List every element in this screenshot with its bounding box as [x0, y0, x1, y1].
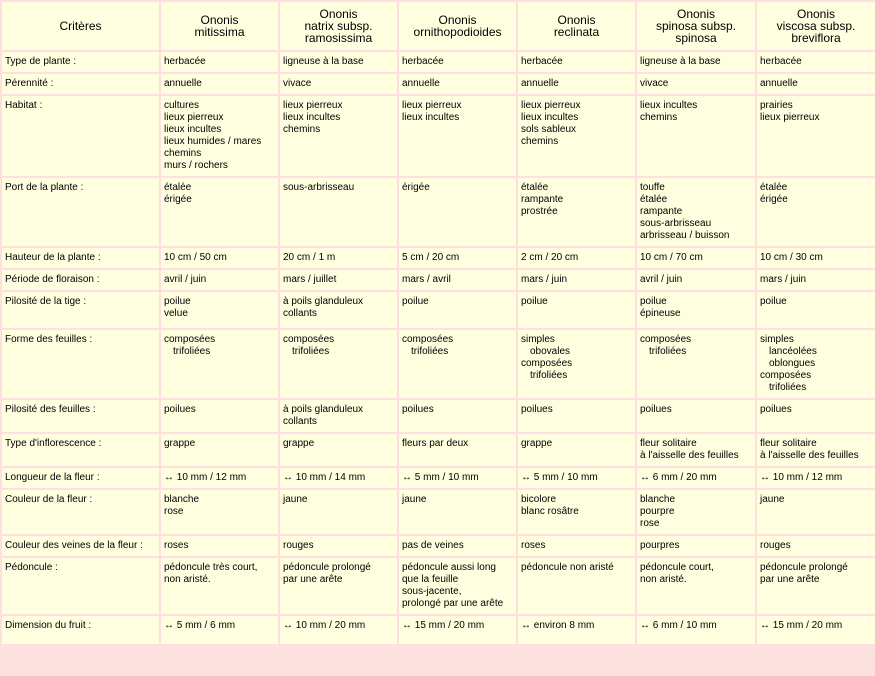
table-cell: [757, 292, 875, 328]
criterion-label: Habitat :: [2, 96, 159, 176]
cell-line: à l'aisselle des feuilles: [760, 450, 859, 461]
table-cell: [399, 178, 516, 246]
cell-line: chemins: [283, 124, 321, 135]
cell-line: ↔ 10 mm / 14 mm: [283, 472, 366, 483]
table-cell: [757, 330, 875, 398]
cell-line: trifoliées: [530, 370, 568, 381]
cell-line: jaune: [402, 494, 427, 505]
species-name-line: viscosa subsp.: [776, 19, 856, 33]
table-cell: [637, 178, 755, 246]
cell-line: obovales: [530, 346, 571, 357]
criterion-label: Hauteur de la plante :: [2, 248, 159, 268]
table-cell: [637, 558, 755, 614]
cell-line: annuelle: [760, 78, 798, 89]
cell-line: lieux incultes: [402, 112, 460, 123]
criterion-label: Couleur des veines de la fleur :: [2, 536, 159, 556]
table-cell: [399, 468, 516, 488]
cell-line: fleur solitaire: [640, 438, 697, 449]
cell-line: poilues: [164, 404, 196, 415]
table-cell: [161, 490, 278, 534]
cell-line: à poils glanduleux: [283, 404, 364, 415]
species-name-line: breviflora: [791, 31, 841, 45]
table-cell: [518, 558, 635, 614]
species-name-line: ramosissima: [304, 31, 373, 45]
cell-line: poilue: [760, 296, 787, 307]
cell-line: simples: [521, 334, 555, 345]
species-name-line: Ononis: [557, 13, 596, 27]
table-cell: [518, 400, 635, 432]
table-cell: [637, 74, 755, 94]
table-cell: [280, 400, 397, 432]
cell-line: jaune: [283, 494, 308, 505]
cell-line: que la feuille: [402, 574, 459, 585]
table-cell: [637, 270, 755, 290]
cell-line: pédoncule court,: [640, 562, 714, 573]
table-cell: [280, 330, 397, 398]
cell-line: ligneuse à la base: [283, 56, 364, 67]
table-cell: [518, 616, 635, 644]
table-row: [2, 434, 875, 466]
table-cell: [161, 74, 278, 94]
criterion-label: Port de la plante :: [2, 178, 159, 246]
table-cell: [637, 330, 755, 398]
cell-line: collants: [283, 416, 317, 427]
table-cell: [280, 74, 397, 94]
cell-line: roses: [164, 540, 189, 551]
cell-line: mars / juillet: [283, 274, 337, 285]
cell-line: collants: [283, 308, 317, 319]
criterion-label: Type de plante :: [2, 52, 159, 72]
table-row: [2, 270, 875, 290]
table-cell: [399, 400, 516, 432]
table-cell: [399, 52, 516, 72]
cell-line: lieux incultes: [164, 124, 222, 135]
table-row: [2, 248, 875, 268]
table-cell: [161, 248, 278, 268]
cell-line: herbacée: [402, 56, 444, 67]
cell-line: pourpres: [640, 540, 680, 551]
cell-line: trifoliées: [292, 346, 330, 357]
species-name-line: Ononis: [319, 7, 358, 21]
cell-line: blanche: [640, 494, 676, 505]
criterion-label: Longueur de la fleur :: [2, 468, 159, 488]
criterion-label: Type d'inflorescence :: [2, 434, 159, 466]
cell-line: herbacée: [760, 56, 802, 67]
table-row: [2, 178, 875, 246]
species-name-line: Ononis: [200, 13, 239, 27]
table-cell: [161, 400, 278, 432]
table-row: [2, 96, 875, 176]
cell-line: composées: [760, 370, 812, 381]
cell-line: poilue: [164, 296, 191, 307]
table-cell: [280, 490, 397, 534]
cell-line: lieux pierreux: [402, 100, 462, 111]
table-cell: [399, 270, 516, 290]
cell-line: ↔ 15 mm / 20 mm: [760, 620, 843, 631]
cell-line: poilue: [640, 296, 667, 307]
cell-line: fleurs par deux: [402, 438, 469, 449]
table-row: [2, 558, 875, 614]
cell-line: lieux pierreux: [283, 100, 343, 111]
cell-line: simples: [760, 334, 794, 345]
cell-line: étalée: [164, 182, 192, 193]
table-row: [2, 616, 875, 644]
species-header: [280, 2, 397, 50]
table-cell: [637, 52, 755, 72]
table-cell: [518, 468, 635, 488]
cell-line: 10 cm / 30 cm: [760, 252, 823, 263]
table-cell: [757, 616, 875, 644]
table-row: [2, 74, 875, 94]
cell-line: herbacée: [521, 56, 563, 67]
cell-line: lieux incultes: [640, 100, 698, 111]
table-cell: [280, 558, 397, 614]
cell-line: grappe: [164, 438, 196, 449]
species-name-line: reclinata: [553, 25, 600, 39]
cell-line: prostrée: [521, 206, 558, 217]
cell-line: érigée: [760, 194, 788, 205]
cell-line: rampante: [640, 206, 683, 217]
table-row: [2, 468, 875, 488]
cell-line: sols sableux: [521, 124, 577, 135]
cell-line: ↔ 6 mm / 10 mm: [640, 620, 717, 631]
criterion-label: Couleur de la fleur :: [2, 490, 159, 534]
table-cell: [399, 292, 516, 328]
table-cell: [280, 52, 397, 72]
table-cell: [280, 270, 397, 290]
table-cell: [518, 536, 635, 556]
cell-line: mars / juin: [521, 274, 568, 285]
table-cell: [161, 434, 278, 466]
table-cell: [637, 616, 755, 644]
table-cell: [280, 96, 397, 176]
cell-line: poilue: [402, 296, 429, 307]
cell-line: roses: [521, 540, 546, 551]
cell-line: trifoliées: [649, 346, 687, 357]
cell-line: ligneuse à la base: [640, 56, 721, 67]
cell-line: avril / juin: [164, 274, 207, 285]
cell-line: mars / avril: [402, 274, 451, 285]
species-header: [399, 2, 516, 50]
table-cell: [757, 468, 875, 488]
cell-line: touffe: [640, 182, 665, 193]
cell-line: trifoliées: [769, 382, 807, 393]
table-cell: [637, 434, 755, 466]
cell-line: poilue: [521, 296, 548, 307]
cell-line: rouges: [283, 540, 314, 551]
cell-line: à l'aisselle des feuilles: [640, 450, 739, 461]
cell-line: étalée: [760, 182, 788, 193]
species-name-line: spinosa subsp.: [655, 19, 737, 33]
table-cell: [399, 536, 516, 556]
cell-line: ↔ 5 mm / 10 mm: [402, 472, 479, 483]
table-row: [2, 52, 875, 72]
table-cell: [399, 558, 516, 614]
species-name-line: ornithopodioides: [413, 25, 502, 39]
cell-line: blanc rosâtre: [521, 506, 579, 517]
table-cell: [757, 96, 875, 176]
table-cell: [637, 536, 755, 556]
cell-line: vivace: [283, 78, 312, 89]
cell-line: chemins: [521, 136, 559, 147]
table-cell: [757, 536, 875, 556]
table-cell: [637, 400, 755, 432]
table-cell: [280, 468, 397, 488]
cell-line: 10 cm / 70 cm: [640, 252, 703, 263]
cell-line: grappe: [521, 438, 553, 449]
cell-line: ↔ 5 mm / 10 mm: [521, 472, 598, 483]
table-cell: [280, 616, 397, 644]
cell-line: lieux humides / mares: [164, 136, 262, 147]
cell-line: poilues: [402, 404, 434, 415]
cell-line: ↔ environ 8 mm: [521, 620, 595, 631]
table-cell: [161, 96, 278, 176]
table-cell: [280, 178, 397, 246]
criterion-label: Pérennité :: [2, 74, 159, 94]
table-cell: [399, 490, 516, 534]
cell-line: blanche: [164, 494, 200, 505]
cell-line: par une arête: [760, 574, 820, 585]
cell-line: rose: [640, 518, 660, 529]
table-cell: [161, 270, 278, 290]
table-cell: [637, 468, 755, 488]
table-cell: [518, 178, 635, 246]
cell-line: poilues: [640, 404, 672, 415]
cell-line: trifoliées: [173, 346, 211, 357]
cell-line: chemins: [640, 112, 678, 123]
species-name-line: Ononis: [676, 7, 716, 21]
cell-line: cultures: [164, 100, 200, 111]
cell-line: ↔ 15 mm / 20 mm: [402, 620, 485, 631]
cell-line: pédoncule prolongé: [760, 562, 848, 573]
table-cell: [280, 248, 397, 268]
cell-line: ↔ 5 mm / 6 mm: [164, 620, 236, 631]
table-cell: [637, 490, 755, 534]
table-cell: [518, 248, 635, 268]
cell-line: annuelle: [521, 78, 559, 89]
table-cell: [399, 330, 516, 398]
table-cell: [161, 616, 278, 644]
table-cell: [399, 74, 516, 94]
table-row: [2, 536, 875, 556]
table-cell: [757, 558, 875, 614]
cell-line: lieux pierreux: [760, 112, 820, 123]
table-cell: [757, 178, 875, 246]
criterion-label: Pilosité des feuilles :: [2, 400, 159, 432]
table-cell: [757, 74, 875, 94]
table-cell: [637, 248, 755, 268]
cell-line: pourpre: [640, 506, 675, 517]
cell-line: étalée: [640, 194, 668, 205]
cell-line: non aristé.: [640, 574, 687, 585]
criterion-label: Pilosité de la tige :: [2, 292, 159, 328]
table-cell: [637, 292, 755, 328]
cell-line: poilues: [760, 404, 792, 415]
cell-line: 20 cm / 1 m: [283, 252, 336, 263]
cell-line: lieux incultes: [283, 112, 341, 123]
table-row: [2, 490, 875, 534]
cell-line: pédoncule non aristé: [521, 562, 614, 573]
cell-line: poilues: [521, 404, 553, 415]
table-cell: [161, 330, 278, 398]
cell-line: prairies: [760, 100, 793, 111]
cell-line: annuelle: [164, 78, 202, 89]
criteria-header: Critères: [2, 2, 159, 50]
species-header: [518, 2, 635, 50]
cell-line: ↔ 10 mm / 12 mm: [164, 472, 247, 483]
cell-line: ↔ 10 mm / 12 mm: [760, 472, 843, 483]
table-cell: [518, 74, 635, 94]
cell-line: composées: [402, 334, 454, 345]
cell-line: pédoncule très court,: [164, 562, 258, 573]
cell-line: trifoliées: [411, 346, 449, 357]
criterion-label: Pédoncule :: [2, 558, 159, 614]
cell-line: grappe: [283, 438, 315, 449]
cell-line: à poils glanduleux: [283, 296, 364, 307]
criterion-label: Dimension du fruit :: [2, 616, 159, 644]
cell-line: rampante: [521, 194, 564, 205]
cell-line: lieux pierreux: [164, 112, 224, 123]
cell-line: érigée: [164, 194, 192, 205]
table-cell: [280, 536, 397, 556]
cell-line: par une arête: [283, 574, 343, 585]
table-cell: [518, 490, 635, 534]
cell-line: lieux incultes: [521, 112, 579, 123]
table-cell: [399, 248, 516, 268]
cell-line: étalée: [521, 182, 549, 193]
cell-line: érigée: [402, 182, 430, 193]
table-cell: [518, 270, 635, 290]
table-cell: [518, 434, 635, 466]
table-cell: [280, 434, 397, 466]
table-cell: [518, 96, 635, 176]
table-row: [2, 292, 875, 328]
table-row: [2, 330, 875, 398]
cell-line: fleur solitaire: [760, 438, 817, 449]
cell-line: bicolore: [521, 494, 557, 505]
cell-line: jaune: [760, 494, 785, 505]
cell-line: 2 cm / 20 cm: [521, 252, 579, 263]
cell-line: arbrisseau / buisson: [640, 230, 730, 241]
cell-line: composées: [521, 358, 573, 369]
cell-line: mars / juin: [760, 274, 807, 285]
cell-line: vivace: [640, 78, 669, 89]
cell-line: rose: [164, 506, 184, 517]
cell-line: non aristé.: [164, 574, 211, 585]
table-cell: [161, 468, 278, 488]
cell-line: ↔ 10 mm / 20 mm: [283, 620, 366, 631]
species-name-line: Ononis: [796, 7, 836, 21]
table-cell: [161, 52, 278, 72]
cell-line: lancéolées: [769, 346, 817, 357]
cell-line: annuelle: [402, 78, 440, 89]
species-header: [637, 2, 755, 50]
table-cell: [757, 270, 875, 290]
table-cell: [757, 434, 875, 466]
cell-line: composées: [164, 334, 216, 345]
cell-line: velue: [164, 308, 188, 319]
cell-line: ↔ 6 mm / 20 mm: [640, 472, 717, 483]
cell-line: prolongé par une arête: [402, 598, 504, 609]
table-cell: [161, 178, 278, 246]
cell-line: composées: [283, 334, 335, 345]
cell-line: sous-jacente,: [402, 586, 462, 597]
table-cell: [757, 52, 875, 72]
cell-line: sous-arbrisseau: [640, 218, 712, 229]
header-row: [2, 2, 875, 50]
table-cell: [757, 248, 875, 268]
cell-line: épineuse: [640, 308, 681, 319]
table-cell: [757, 400, 875, 432]
table-cell: [399, 434, 516, 466]
table-cell: [161, 292, 278, 328]
cell-line: avril / juin: [640, 274, 683, 285]
cell-line: herbacée: [164, 56, 206, 67]
cell-line: oblongues: [769, 358, 816, 369]
cell-line: pédoncule prolongé: [283, 562, 371, 573]
species-header: [161, 2, 278, 50]
cell-line: composées: [640, 334, 692, 345]
cell-line: 10 cm / 50 cm: [164, 252, 227, 263]
cell-line: murs / rochers: [164, 160, 228, 171]
table-cell: [280, 292, 397, 328]
cell-line: rouges: [760, 540, 791, 551]
table-cell: [518, 52, 635, 72]
species-name-line: Ononis: [438, 13, 477, 27]
cell-line: 5 cm / 20 cm: [402, 252, 460, 263]
cell-line: pédoncule aussi long: [402, 562, 496, 573]
species-name-line: natrix subsp.: [304, 19, 373, 33]
table-cell: [161, 558, 278, 614]
table-cell: [637, 96, 755, 176]
cell-line: pas de veines: [402, 540, 464, 551]
table-cell: [399, 616, 516, 644]
criterion-label: Forme des feuilles :: [2, 330, 159, 398]
species-name-line: mitissima: [194, 25, 245, 39]
table-row: [2, 400, 875, 432]
cell-line: lieux pierreux: [521, 100, 581, 111]
cell-line: chemins: [164, 148, 202, 159]
table-cell: [757, 490, 875, 534]
criterion-label: Période de floraison :: [2, 270, 159, 290]
table-cell: [399, 96, 516, 176]
cell-line: sous-arbrisseau: [283, 182, 355, 193]
species-header: [757, 2, 875, 50]
table-cell: [518, 292, 635, 328]
species-name-line: spinosa: [675, 31, 717, 45]
table-cell: [161, 536, 278, 556]
table-cell: [518, 330, 635, 398]
